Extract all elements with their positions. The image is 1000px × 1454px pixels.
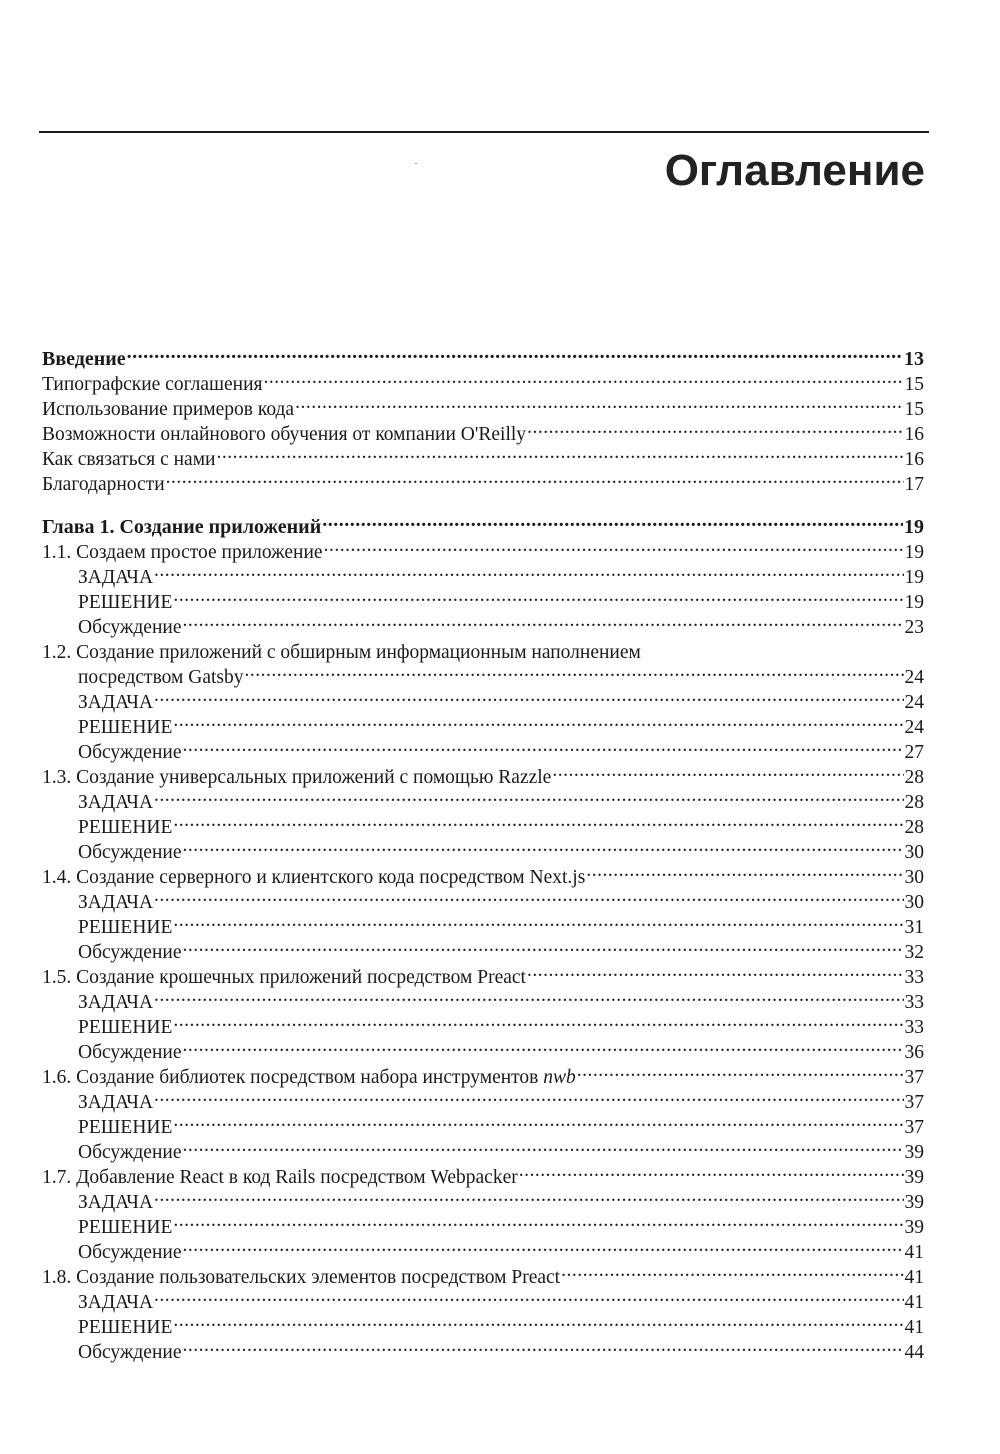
toc-subentry[interactable]: [42, 733, 924, 763]
toc-subentry[interactable]: [42, 558, 924, 588]
toc-leader: [519, 1158, 904, 1183]
toc-entry-title: 1.5. Создание крошечных приложений посредством Preact: [42, 967, 526, 988]
toc-entry-page: 32: [904, 942, 924, 963]
toc-entry-title: Глава 1. Создание приложений: [42, 516, 322, 538]
toc-leader: [173, 1208, 903, 1233]
toc-leader: [182, 608, 903, 633]
toc-entry[interactable]: [42, 365, 924, 395]
toc-subentry[interactable]: [42, 1083, 924, 1113]
toc-subentry[interactable]: [42, 1108, 924, 1138]
toc-subentry[interactable]: [42, 1308, 924, 1338]
toc-entry-page: 41: [904, 1242, 924, 1263]
toc-entry-title: РЕШЕНИЕ: [78, 1017, 173, 1038]
toc-leader: [173, 583, 903, 608]
toc-entry-page: 39: [904, 1142, 924, 1163]
toc-subentry[interactable]: [42, 608, 924, 638]
toc-leader: [173, 708, 903, 733]
toc-leader: [577, 1058, 904, 1083]
toc-entry-title: ЗАДАЧА: [78, 792, 154, 813]
toc-leader: [527, 415, 903, 440]
toc-entry-title-main: 1.6. Создание библиотек посредством набора инструментов: [42, 1067, 544, 1088]
toc-entry-title: РЕШЕНИЕ: [78, 1117, 173, 1138]
toc-entry-title: Обсуждение: [78, 1042, 182, 1063]
toc-entry-page: 13: [904, 348, 924, 370]
toc-entry-page: 16: [904, 424, 924, 445]
toc-subentry[interactable]: [42, 833, 924, 863]
toc-leader: [217, 440, 904, 465]
toc-entry-title: Обсуждение: [78, 1242, 182, 1263]
toc-entry-page: 30: [904, 867, 924, 888]
toc-entry-title: Обсуждение: [78, 942, 182, 963]
toc-subentry[interactable]: [42, 908, 924, 938]
toc-entry-page: 39: [904, 1167, 924, 1188]
toc-entry-page: 41: [904, 1292, 924, 1313]
toc-entry-title: РЕШЕНИЕ: [78, 1317, 173, 1338]
toc-entry-page: 39: [904, 1192, 924, 1213]
toc-leader: [173, 1008, 903, 1033]
toc-entry-page: 41: [904, 1267, 924, 1288]
toc-entry-title: ЗАДАЧА: [78, 567, 154, 588]
toc-leader: [182, 733, 903, 758]
toc-entry-title: РЕШЕНИЕ: [78, 817, 173, 838]
toc-entry-title: ЗАДАЧА: [78, 1192, 154, 1213]
toc-entry-page: 24: [904, 717, 924, 738]
toc-entry-page: 33: [904, 992, 924, 1013]
toc-entry-page: 37: [904, 1067, 924, 1088]
toc-entry-title: Обсуждение: [78, 617, 182, 638]
toc-leader: [182, 1133, 903, 1158]
toc-entry-page: 30: [904, 892, 924, 913]
toc-leader: [154, 983, 903, 1008]
toc-leader: [173, 908, 903, 933]
toc-entry-page: 19: [904, 592, 924, 613]
toc-subentry[interactable]: [42, 683, 924, 713]
toc-leader: [586, 858, 903, 883]
toc-entry-title: РЕШЕНИЕ: [78, 917, 173, 938]
toc-section-intro: [42, 340, 924, 495]
toc-entry-title: РЕШЕНИЕ: [78, 717, 173, 738]
toc-entry-title: 1.7. Добавление React в код Rails посредством Webpacker: [42, 1167, 518, 1188]
toc-entry-page: 39: [904, 1217, 924, 1238]
toc-leader: [264, 365, 904, 390]
toc-entry-page: 23: [904, 617, 924, 638]
toc-entry-title: РЕШЕНИЕ: [78, 592, 173, 613]
scan-speck: [415, 163, 417, 164]
toc-entry-page: 24: [904, 667, 924, 688]
toc-leader: [182, 933, 903, 958]
toc-entry-title: ЗАДАЧА: [78, 1292, 154, 1313]
toc-subentry[interactable]: [42, 1208, 924, 1238]
toc-leader: [322, 508, 903, 533]
toc-entry-page: 36: [904, 1042, 924, 1063]
toc-entry-page: 44: [904, 1342, 924, 1363]
toc-leader: [182, 1233, 903, 1258]
toc-leader: [295, 390, 903, 415]
toc-leader: [154, 683, 903, 708]
toc-subentry[interactable]: [42, 933, 924, 963]
toc-leader: [561, 1258, 903, 1283]
toc-subentry[interactable]: [42, 783, 924, 813]
toc-entry-title: Введение: [42, 348, 126, 370]
toc-entry-title: РЕШЕНИЕ: [78, 1217, 173, 1238]
toc-entry-page: 19: [904, 567, 924, 588]
toc-subentry[interactable]: [42, 1008, 924, 1038]
toc-leader: [173, 808, 903, 833]
toc-entry-page: 31: [904, 917, 924, 938]
toc-subentry[interactable]: [42, 1133, 924, 1163]
toc-subentry[interactable]: [42, 708, 924, 738]
toc-entry-title: 1.4. Создание серверного и клиентского кода посредством Next.js: [42, 867, 586, 888]
toc-entry-title: ЗАДАЧА: [78, 892, 154, 913]
toc-entry-page: 41: [904, 1317, 924, 1338]
toc-entry-title: Обсуждение: [78, 742, 182, 763]
toc-leader: [173, 1108, 903, 1133]
toc-entry-title: ЗАДАЧА: [78, 992, 154, 1013]
toc-leader: [127, 340, 903, 365]
toc-subentry[interactable]: [42, 1183, 924, 1213]
toc-leader: [154, 783, 903, 808]
toc-entry-page: 27: [904, 742, 924, 763]
toc-entry-title: 1.8. Создание пользовательских элементов посредством Preact: [42, 1267, 561, 1288]
toc-entry-title: 1.2. Создание приложений с обширным информационным наполнением: [42, 642, 641, 663]
toc-entry-page: 19: [904, 516, 924, 538]
toc-subentry[interactable]: [42, 583, 924, 613]
toc-subentry[interactable]: [42, 1033, 924, 1063]
toc-entry-intro[interactable]: [42, 340, 924, 370]
toc-leader: [182, 833, 903, 858]
toc-leader: [154, 1183, 903, 1208]
toc-entry-title: Обсуждение: [78, 842, 182, 863]
toc-leader-empty: [642, 633, 923, 658]
table-of-contents: [42, 340, 924, 1376]
toc-section-chapter1: [42, 508, 924, 1363]
toc-entry-page: 28: [904, 792, 924, 813]
toc-entry-title: Использование примеров кода: [42, 399, 295, 420]
toc-entry-page: 28: [904, 767, 924, 788]
toc-entry-title: 1.1. Создаем простое приложение: [42, 542, 323, 563]
toc-subentry[interactable]: [42, 1283, 924, 1313]
page-title: Оглавление: [664, 146, 925, 195]
toc-leader: [182, 1333, 903, 1358]
toc-entry-page: 17: [904, 474, 924, 495]
toc-subentry[interactable]: [42, 1233, 924, 1263]
toc-leader: [244, 658, 903, 683]
toc-entry-page: 19: [904, 542, 924, 563]
toc-entry-page: 30: [904, 842, 924, 863]
toc-entry-page: 15: [904, 374, 924, 395]
toc-leader: [324, 533, 904, 558]
toc-entry-title: Возможности онлайнового обучения от компании O'Reilly: [42, 424, 527, 445]
toc-subentry[interactable]: [42, 808, 924, 838]
toc-entry-page: 37: [904, 1092, 924, 1113]
toc-entry[interactable]: [42, 465, 924, 495]
toc-entry-page: 33: [904, 1017, 924, 1038]
toc-leader: [154, 1283, 903, 1308]
toc-leader: [154, 558, 903, 583]
toc-entry-page: 15: [904, 399, 924, 420]
toc-entry-title: Обсуждение: [78, 1342, 182, 1363]
toc-leader: [527, 958, 904, 983]
toc-entry-title: ЗАДАЧА: [78, 1092, 154, 1113]
toc-entry-title: Как связаться с нами: [42, 449, 216, 470]
toc-subentry[interactable]: [42, 983, 924, 1013]
toc-leader: [154, 1083, 903, 1108]
toc-leader: [154, 883, 903, 908]
toc-entry-title: ЗАДАЧА: [78, 692, 154, 713]
toc-entry-title: Благодарности: [42, 474, 165, 495]
toc-entry-title: Типографские соглашения: [42, 374, 263, 395]
toc-subentry[interactable]: [42, 1333, 924, 1363]
toc-subentry[interactable]: [42, 883, 924, 913]
toc-entry-title-italic: nwb: [543, 1067, 576, 1088]
toc-entry-chapter1[interactable]: [42, 508, 924, 538]
toc-entry-page: 33: [904, 967, 924, 988]
header-rule: [39, 131, 929, 133]
toc-entry-page: 37: [904, 1117, 924, 1138]
toc-entry-title-cont: посредством Gatsby: [78, 667, 244, 688]
toc-leader: [166, 465, 904, 490]
toc-leader: [173, 1308, 903, 1333]
toc-leader: [552, 758, 903, 783]
toc-entry-title: 1.3. Создание универсальных приложений с помощью Razzle: [42, 767, 552, 788]
toc-entry-page: 16: [904, 449, 924, 470]
toc-leader: [182, 1033, 903, 1058]
toc-entry-page: 24: [904, 692, 924, 713]
toc-entry-title: Обсуждение: [78, 1142, 182, 1163]
toc-entry-page: 28: [904, 817, 924, 838]
